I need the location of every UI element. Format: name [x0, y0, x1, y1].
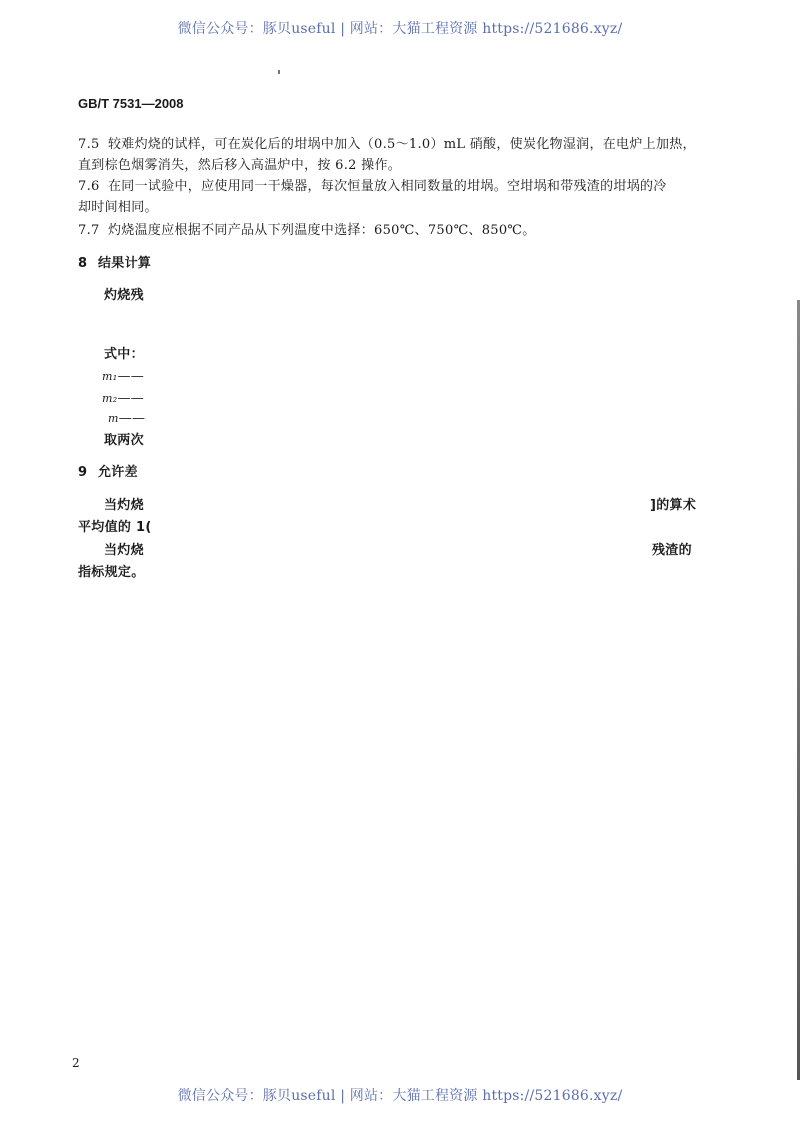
standard-code: GB/T 7531—2008 — [78, 96, 184, 111]
clause-7-5 — [78, 134, 696, 156]
section-9-para2-end: 残渣的 — [652, 543, 692, 558]
symbol-name: m₂ — [102, 392, 118, 405]
section-9-para1-start: 当灼烧 — [104, 498, 144, 513]
symbol-dash: —— — [117, 369, 145, 384]
symbol-m2 — [102, 388, 144, 410]
section-9-para2-line2: 指标规定。 — [78, 565, 145, 580]
clause-text-line1: 灼烧温度应根据不同产品从下列温度中选择：650℃、750℃、850℃。 — [108, 223, 536, 238]
clause-7-6-continued — [78, 197, 158, 219]
section-8-heading — [78, 253, 151, 275]
section-number: 9 — [78, 465, 88, 480]
section-9-para1-end: ]的算术 — [650, 498, 697, 513]
clause-number: 7.6 — [78, 179, 100, 194]
symbol-name: m₁ — [102, 370, 118, 383]
clause-number: 7.5 — [78, 137, 100, 152]
symbol-dash: —— — [118, 411, 146, 426]
section-title: 允许差 — [98, 465, 138, 480]
section-9-heading — [78, 462, 138, 484]
symbol-m1 — [102, 366, 144, 388]
clause-text-line1: 较难灼烧的试样，可在炭化后的坩埚中加入（0.5～1.0）mL 硝酸，使炭化物湿润，在电炉上加热， — [108, 137, 696, 152]
symbol-m — [108, 408, 145, 430]
result-text: 取两次 — [104, 433, 144, 448]
section-number: 8 — [78, 256, 88, 271]
symbol-name: m — [108, 412, 119, 425]
clause-7-7 — [78, 220, 536, 242]
clause-text-line1: 在同一试验中，应使用同一干燥器，每次恒量放入相同数量的坩埚。空坩埚和带残渣的坩埚的冷 — [108, 179, 667, 194]
section-8-intro: 灼烧残 — [104, 288, 144, 303]
header-watermark: 微信公众号：豚贝useful | 网站：大猫工程资源 https://521686.xyz/ — [177, 21, 623, 37]
clause-7-5-continued — [78, 155, 401, 177]
section-9-para1-line2: 平均值的 1( — [78, 520, 152, 535]
symbol-dash: —— — [117, 391, 145, 406]
scan-speck — [278, 70, 280, 74]
clause-number: 7.7 — [78, 223, 100, 238]
section-title: 结果计算 — [98, 256, 152, 271]
footer-watermark: 微信公众号：豚贝useful | 网站：大猫工程资源 https://521686.xyz/ — [177, 1088, 623, 1104]
clause-text-line2: 直到棕色烟雾消失，然后移入高温炉中，按 6.2 操作。 — [78, 158, 402, 173]
clause-text-line2: 却时间相同。 — [78, 200, 158, 215]
clause-7-6 — [78, 176, 667, 198]
page-number: 2 — [72, 1056, 80, 1070]
section-9-para2-start: 当灼烧 — [104, 543, 144, 558]
where-label: 式中： — [104, 347, 144, 362]
